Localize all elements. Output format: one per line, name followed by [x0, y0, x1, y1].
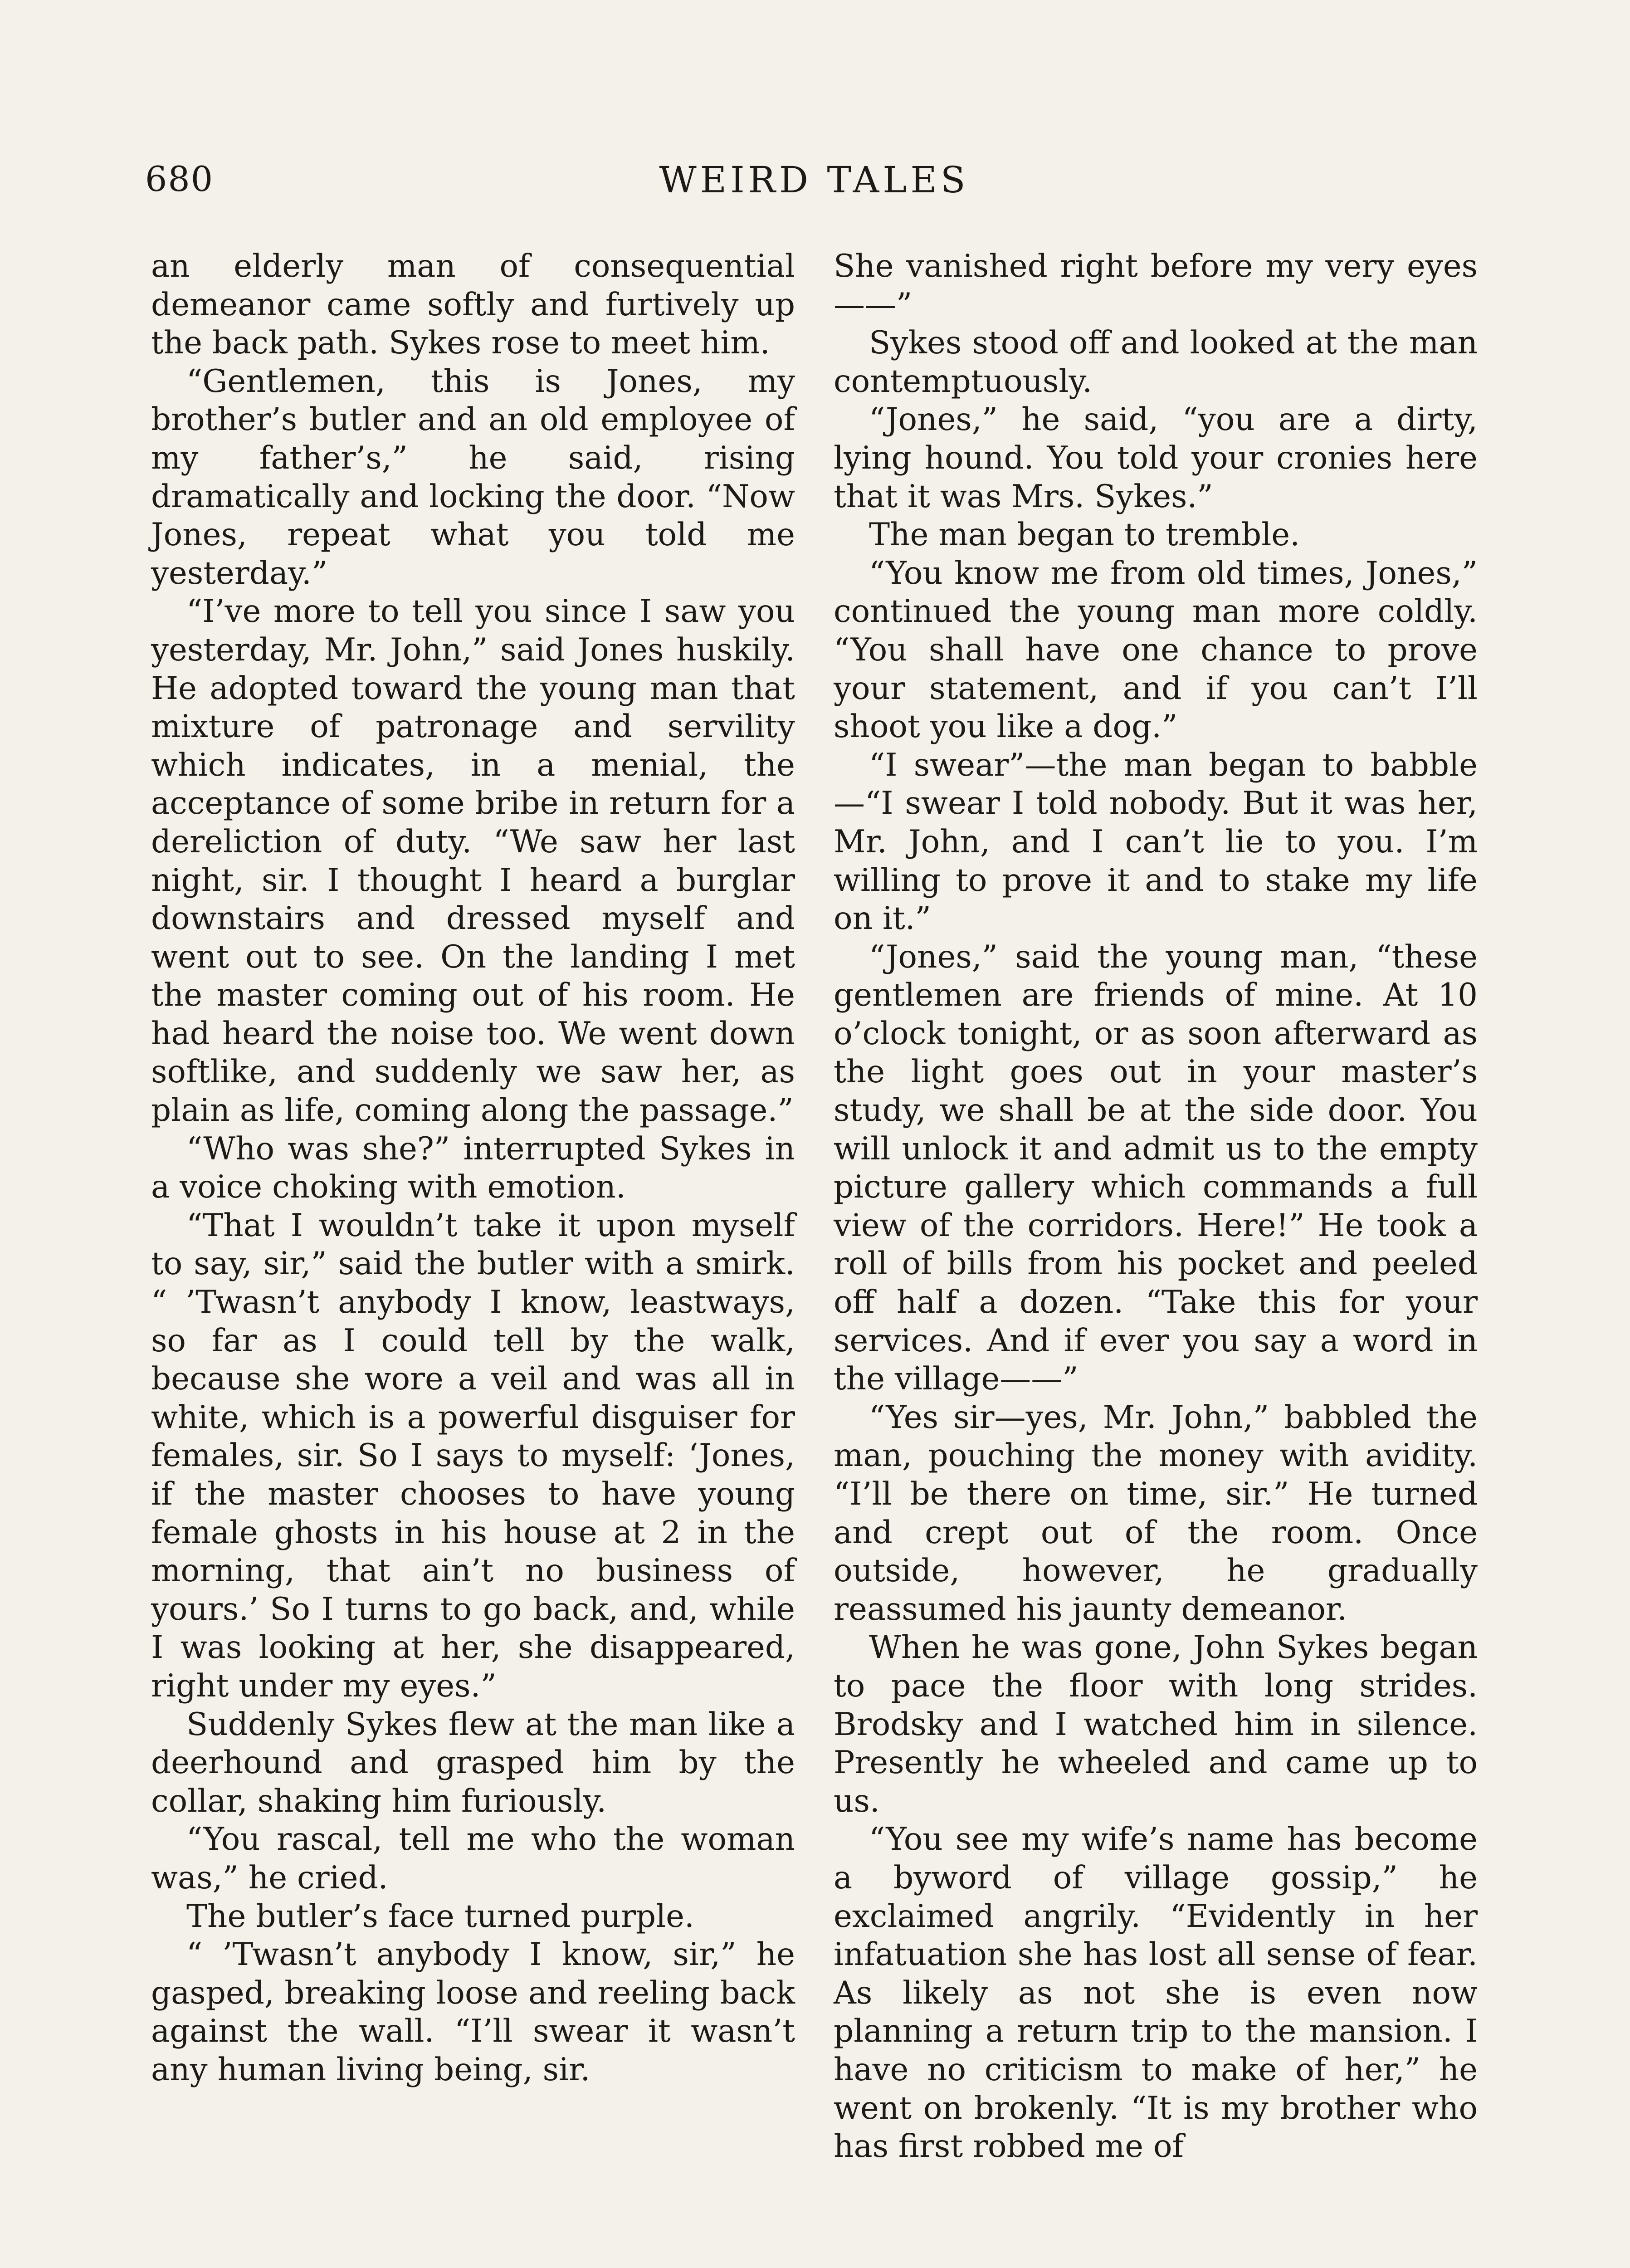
running-title: WEIRD TALES	[659, 159, 969, 201]
paragraph: “Gentlemen, this is Jones, my brother’s butler and an old employee of my father’s,” he said, rising dramatically and locking the door. “Now Jones, repeat what you told me yesterday.”	[151, 363, 795, 591]
paragraph: Suddenly Sykes flew at the man like a deerhound and grasped him by the collar, shaking him furiously.	[151, 1706, 795, 1819]
paragraph: “Who was she?” interrupted Sykes in a voice choking with emotion.	[151, 1130, 795, 1206]
paragraph: “That I wouldn’t take it upon myself to say, sir,” said the butler with a smirk. “ ’Twasn’t anybody I know, leastways, so far as I could tell by the walk, because she wore a veil and was all in white, which is a powerful disguiser for females, sir. So I says to myself: ‘Jones, if the master chooses to have young female ghosts in his house at 2 in the morning, that ain’t no business of yours.’ So I turns to go back, and, while I was looking at her, she disappeared, right under my eyes.”	[151, 1207, 795, 1704]
left-text-column	[151, 247, 795, 2089]
paragraph: “I swear”—the man began to babble—“I swear I told nobody. But it was her, Mr. John, and I can’t lie to you. I’m willing to prove it and to stake my life on it.”	[834, 747, 1478, 937]
paragraph: “ ’Twasn’t anybody I know, sir,” he gasped, breaking loose and reeling back against the wall. “I’ll swear it wasn’t any human living being, sir.	[151, 1936, 795, 2088]
paragraph: “Jones,” said the young man, “these gentlemen are friends of mine. At 10 o’clock tonight, or as soon afterward as the light goes out in your master’s study, we shall be at the side door. You will unlock it and admit us to the empty picture gallery which commands a full view of the corridors. Here!” He took a roll of bills from his pocket and peeled off half a dozen. “Take this for your services. And if ever you say a word in the village——”	[834, 938, 1478, 1398]
paragraph: “You rascal, tell me who the woman was,” he cried.	[151, 1821, 795, 1896]
page-header	[145, 159, 1483, 213]
paragraph: “You see my wife’s name has become a byword of village gossip,” he exclaimed angrily. “Evidently in her infatuation she has lost all sense of fear. As likely as not she is even now planning a return trip to the mansion. I have no criticism to make of her,” he went on brokenly. “It is my brother who has first robbed me of	[834, 1821, 1478, 2165]
paragraph: “Yes sir—yes, Mr. John,” babbled the man, pouching the money with avidity. “I’ll be there on time, sir.” He turned and crept out of the room. Once outside, however, he gradually reassumed his jaunty demeanor.	[834, 1399, 1478, 1628]
paragraph: Sykes stood off and looked at the man contemptuously.	[834, 325, 1478, 400]
paragraph: “Jones,” he said, “you are a dirty, lying hound. You told your cronies here that it was Mrs. Sykes.”	[834, 401, 1478, 515]
paragraph: an elderly man of consequential demeanor came softly and furtively up the back path. Sykes rose to meet him.	[151, 248, 795, 362]
paragraph: “I’ve more to tell you since I saw you yesterday, Mr. John,” said Jones huskily. He adopted toward the young man that mixture of patronage and servility which indicates, in a menial, the acceptance of some bribe in return for a dereliction of duty. “We saw her last night, sir. I thought I heard a burglar downstairs and dressed myself and went out to see. On the landing I met the master coming out of his room. He had heard the noise too. We went down softlike, and suddenly we saw her, as plain as life, coming along the passage.”	[151, 593, 795, 1129]
paragraph: The man began to tremble.	[869, 517, 1300, 553]
paragraph: She vanished right before my very eyes——”	[834, 248, 1478, 323]
right-text-column	[834, 247, 1478, 2166]
page-number: 680	[145, 159, 214, 199]
paragraph: The butler’s face turned purple.	[186, 1898, 694, 1935]
paragraph: “You know me from old times, Jones,” continued the young man more coldly. “You shall have one chance to prove your statement, and if you can’t I’ll shoot you like a dog.”	[834, 555, 1478, 745]
paragraph: When he was gone, John Sykes began to pace the floor with long strides. Brodsky and I watched him in silence. Presently he wheeled and came up to us.	[834, 1629, 1478, 1819]
